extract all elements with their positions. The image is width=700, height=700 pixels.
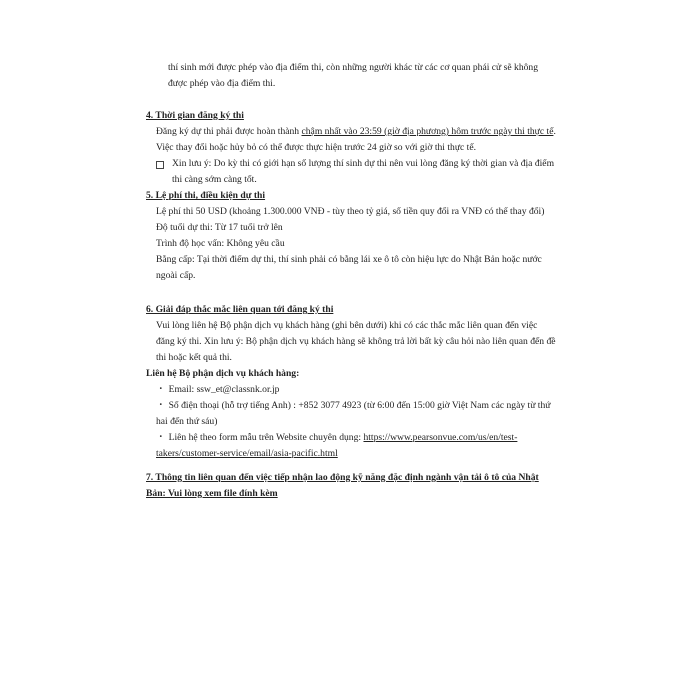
section-4-paragraph: [146, 124, 556, 156]
bullet-icon: ・: [156, 384, 166, 395]
section-5-license: Bằng cấp: Tại thời điểm dự thi, thí sinh phải có bằng lái xe ô tô còn hiệu lực do Nhật Bản hoặc nước ngoài cấp.: [156, 254, 542, 281]
contact-web-text: Liên hệ theo form mẫu trên Website chuyên dụng:: [168, 432, 364, 443]
pearsonvue-link[interactable]: https://www.pearsonvue.com/us/en/test-takers/customer-service/email/asia-pacific.html: [156, 432, 518, 459]
contact-phone: [146, 398, 556, 430]
section-4-text-post: . Việc thay đổi hoặc hủy bỏ có thể được thực hiện trước 24 giờ so với giờ thi thực tế.: [156, 126, 556, 153]
intro-line-1: thí sinh mới được phép vào địa điểm thi, còn những người khác từ các cơ quan phái cử sẽ không: [168, 62, 539, 73]
section-4-note: [146, 156, 556, 188]
section-6-heading: 6. Giải đáp thắc mắc liên quan tới đăng ký thi: [146, 304, 334, 315]
contact-phone-text: Số điện thoại (hỗ trợ tiếng Anh) : +852 3077 4923 (từ 6:00 đến 15:00 giờ Việt Nam các ngày từ thứ hai đến thứ sáu): [156, 400, 551, 427]
bullet-icon: ・: [156, 400, 166, 411]
section-7-heading: 7. Thông tin liên quan đến việc tiếp nhận lao động kỹ năng đặc định ngành vận tải ô tô của Nhật Bản: Vui lòng xem file đính kèm: [146, 472, 539, 499]
section-5-age: Độ tuổi dự thi: Từ 17 tuổi trở lên: [156, 222, 283, 233]
contact-web: [146, 430, 556, 462]
contact-heading: Liên hệ Bộ phận dịch vụ khách hàng:: [146, 368, 300, 379]
bullet-icon: ・: [156, 432, 166, 443]
checkbox-bullet-icon: [156, 161, 164, 169]
section-5-heading: 5. Lệ phí thi, điều kiện dự thi: [146, 190, 266, 201]
section-4-deadline: chậm nhất vào 23:59 (giờ địa phương) hôm trước ngày thi thực tế: [301, 126, 554, 137]
section-4-heading: 4. Thời gian đăng ký thi: [146, 110, 244, 121]
section-6-paragraph: Vui lòng liên hệ Bộ phận dịch vụ khách hàng (ghi bên dưới) khi có các thắc mắc liên quan đến việc đăng ký thi. Xin lưu ý: Bộ phận dịch vụ khách hàng sẽ không trả lời bất kỳ câu hỏi nào liên quan đến đề thi hoặc kết quả thi.: [156, 320, 556, 363]
document-page: [146, 60, 556, 502]
contact-email: [146, 382, 556, 398]
section-5-fee: Lệ phí thi 50 USD (khoảng 1.300.000 VNĐ - tùy theo tỷ giá, số tiền quy đổi ra VNĐ có thể thay đổi): [156, 206, 545, 217]
section-4-note-text: Xin lưu ý: Do kỳ thi có giới hạn số lượng thí sinh dự thi nên vui lòng đăng ký thời gian và địa điểm thi càng sớm càng tốt.: [172, 158, 555, 185]
intro-line-2: được phép vào địa điểm thi.: [168, 78, 276, 89]
section-5-education: Trình độ học vấn: Không yêu cầu: [156, 238, 285, 249]
contact-email-text: Email: ssw_et@classnk.or.jp: [168, 384, 280, 395]
section-4-text-pre: Đăng ký dự thi phải được hoàn thành: [156, 126, 302, 137]
